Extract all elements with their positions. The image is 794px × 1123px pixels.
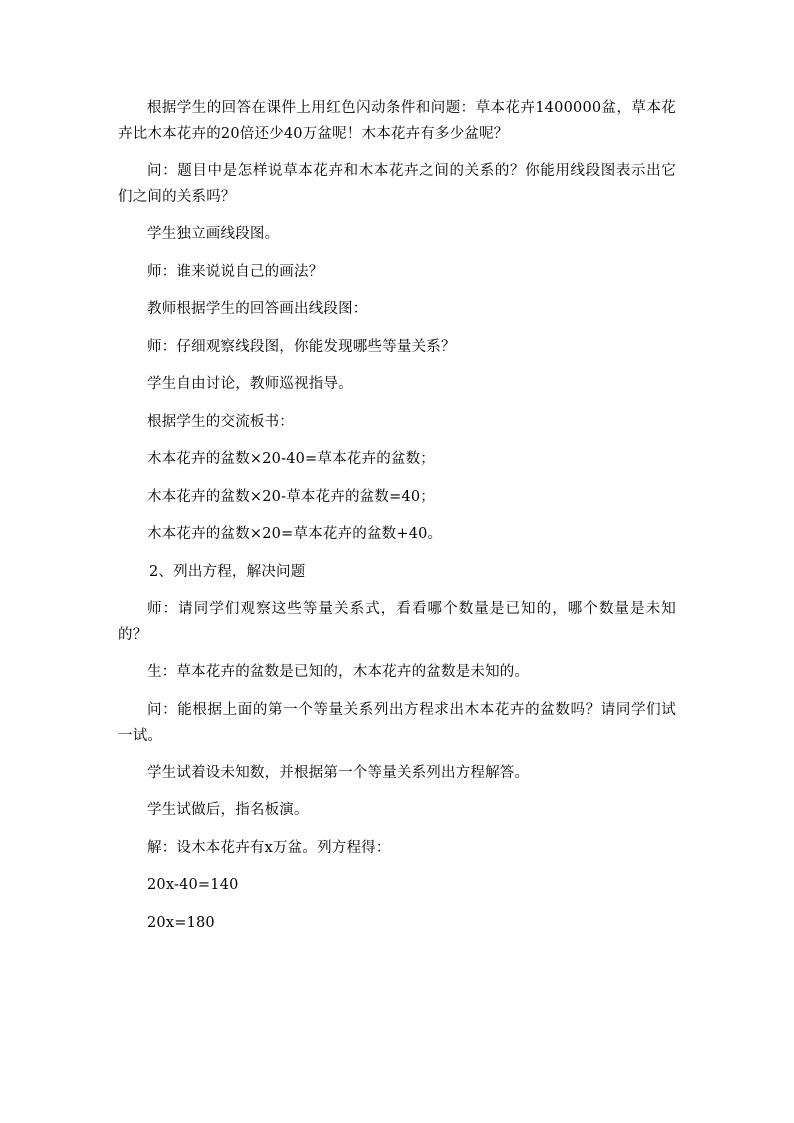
paragraph-5: 教师根据学生的回答画出线段图： <box>147 301 368 317</box>
equation-1: 木本花卉的盆数×20-40=草本花卉的盆数； <box>147 451 435 467</box>
paragraph-6: 师：仔细观察线段图，你能发现哪些等量关系？ <box>147 338 456 355</box>
equation-3: 木本花卉的盆数×20=草本花卉的盆数+40。 <box>147 526 443 542</box>
paragraph-8: 根据学生的交流板书： <box>147 413 294 430</box>
paragraph-2: 问：题目中是怎样说草本花卉和木本花卉之间的关系的？你能用线段图表示出它们之间的关系吗？ <box>118 163 676 205</box>
paragraph-3: 学生独立画线段图。 <box>147 226 280 242</box>
paragraph-18: 解：设木本花卉有x万盆。列方程得： <box>147 839 391 856</box>
paragraph-14: 生：草本花卉的盆数是已知的，木本花卉的盆数是未知的。 <box>147 664 530 680</box>
paragraph-13: 师：请同学们观察这些等量关系式，看看哪个数量是已知的，哪个数量是未知的？ <box>118 601 676 643</box>
equation-4: 20x-40=140 <box>147 877 239 893</box>
document-body <box>118 95 676 947</box>
paragraph-16: 学生试着设未知数，并根据第一个等量关系列出方程解答。 <box>147 764 530 781</box>
paragraph-7: 学生自由讨论，教师巡视指导。 <box>147 376 353 392</box>
paragraph-4: 师：谁来说说自己的画法？ <box>147 263 324 280</box>
paragraph-15: 问：能根据上面的第一个等量关系列出方程求出木本花卉的盆数吗？请同学们试一试。 <box>118 701 676 744</box>
equation-5: 20x=180 <box>147 914 215 931</box>
equation-2: 木本花卉的盆数×20-草本花卉的盆数=40； <box>147 488 435 505</box>
paragraph-1: 根据学生的回答在课件上用红色闪动条件和问题：草本花卉1400000盆，草本花卉比木本花卉的20倍还少40万盆呢！木本花卉有多少盆呢？ <box>118 100 676 142</box>
paragraph-17: 学生试做后，指名板演。 <box>147 802 309 818</box>
section-heading: 2、列出方程，解决问题 <box>149 563 306 580</box>
